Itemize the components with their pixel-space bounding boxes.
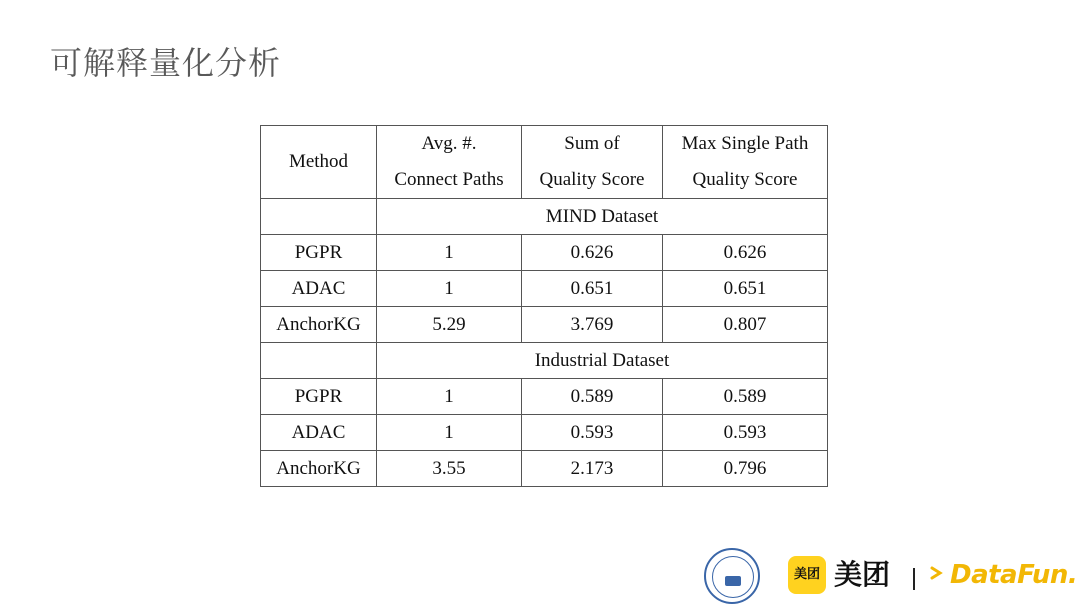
cell-sum: 3.769: [522, 307, 663, 343]
cell-method: AnchorKG: [261, 307, 377, 343]
cell-avg: 1: [377, 415, 522, 451]
section-empty-cell: [261, 199, 377, 235]
cell-max: 0.807: [663, 307, 828, 343]
header-avg-line1: Avg. #.: [421, 133, 477, 154]
section-row-mind: [261, 199, 828, 235]
cell-max: 0.589: [663, 379, 828, 415]
cell-sum: 0.651: [522, 271, 663, 307]
header-max-line1: Max Single Path: [681, 133, 809, 154]
table-row: [261, 271, 828, 307]
header-max-line2: Quality Score: [692, 169, 798, 190]
header-method: Method: [261, 126, 377, 199]
table-row: [261, 415, 828, 451]
table-row: [261, 451, 828, 487]
cell-avg: 1: [377, 235, 522, 271]
section-label-mind: MIND Dataset: [377, 199, 828, 235]
section-label-industrial: Industrial Dataset: [377, 343, 828, 379]
cell-method: PGPR: [261, 379, 377, 415]
cell-max: 0.593: [663, 415, 828, 451]
logo-row: [0, 548, 1080, 608]
meituan-logo-icon: 美团: [788, 556, 826, 594]
cell-avg: 5.29: [377, 307, 522, 343]
cell-sum: 0.626: [522, 235, 663, 271]
datafun-wordmark: DataFun.: [950, 560, 1078, 590]
cell-method: ADAC: [261, 271, 377, 307]
header-avg-paths: [377, 126, 522, 199]
header-sum-line2: Quality Score: [539, 169, 645, 190]
section-empty-cell: [261, 343, 377, 379]
cell-avg: 1: [377, 379, 522, 415]
header-max-quality: [663, 126, 828, 199]
seal-book-icon: [725, 576, 741, 586]
header-sum-quality: [522, 126, 663, 199]
cell-sum: 0.589: [522, 379, 663, 415]
section-row-industrial: [261, 343, 828, 379]
header-sum-line1: Sum of: [564, 133, 620, 154]
header-row: [261, 126, 828, 199]
logo-divider: [913, 568, 915, 590]
university-seal-icon: [704, 548, 760, 604]
cell-sum: 0.593: [522, 415, 663, 451]
cell-max: 0.626: [663, 235, 828, 271]
cell-method: AnchorKG: [261, 451, 377, 487]
meituan-wordmark: 美团: [834, 558, 891, 591]
table-row: [261, 379, 828, 415]
cell-method: PGPR: [261, 235, 377, 271]
cell-avg: 1: [377, 271, 522, 307]
slide-title: 可解释量化分析: [50, 44, 282, 82]
header-avg-line2: Connect Paths: [394, 169, 504, 190]
table-row: [261, 235, 828, 271]
cell-sum: 2.173: [522, 451, 663, 487]
cell-method: ADAC: [261, 415, 377, 451]
cell-max: 0.651: [663, 271, 828, 307]
table-row: [261, 307, 828, 343]
cell-max: 0.796: [663, 451, 828, 487]
results-table: [260, 125, 828, 487]
datafun-mark-icon: [930, 562, 952, 584]
cell-avg: 3.55: [377, 451, 522, 487]
